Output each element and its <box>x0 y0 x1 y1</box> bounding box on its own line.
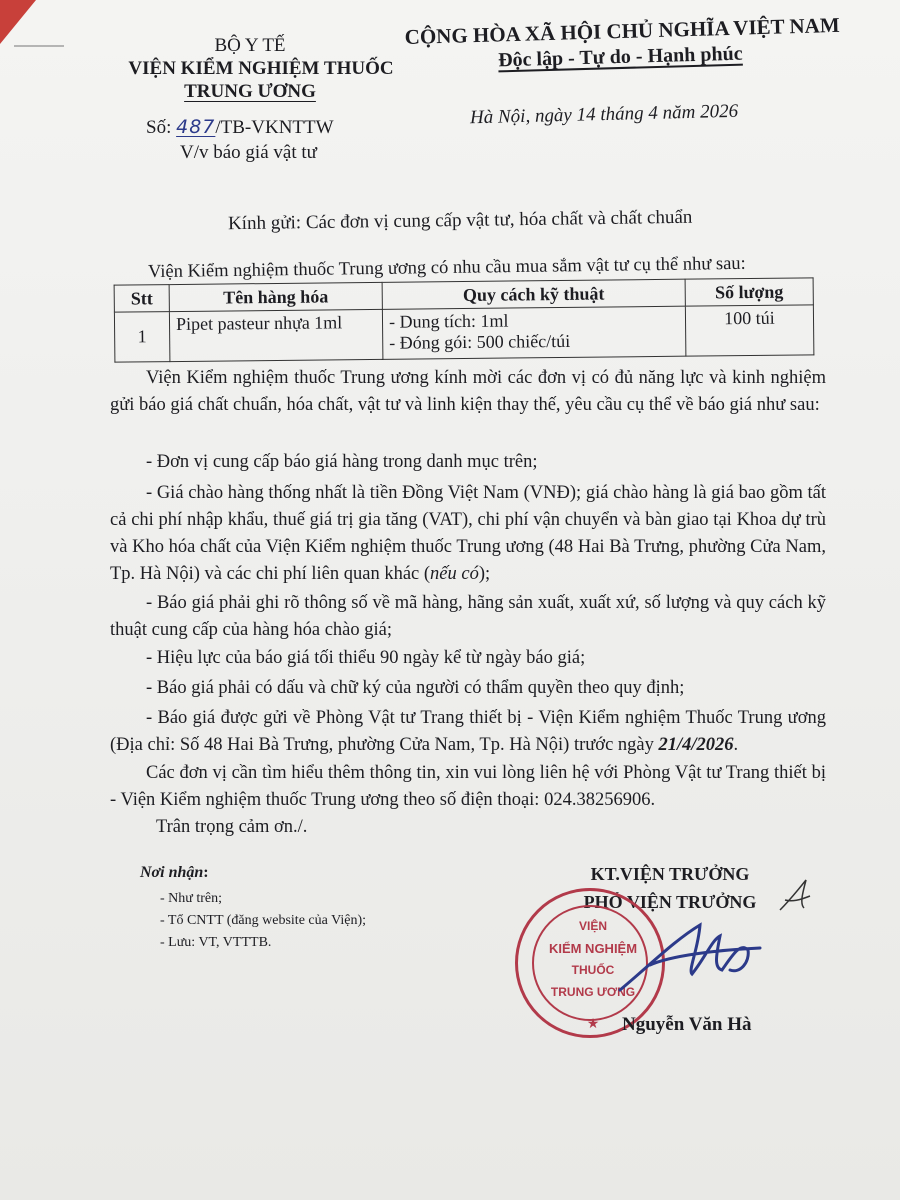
requirement-6-text: - Báo giá được gửi về Phòng Vật tư Trang thiết bị - Viện Kiểm nghiệm Thuốc Trung ương (Địa chỉ: Số 48 Hai Bà Trưng, phường Cửa Nam, Tp. Hà Nội) trước ngày <box>110 708 826 755</box>
recipients-heading <box>140 864 209 882</box>
institute-name-line2-text: TRUNG ƯƠNG <box>184 81 316 102</box>
seal-star-icon: ★ <box>586 1015 600 1031</box>
requirement-2-end: ); <box>478 564 491 584</box>
signer-title-1: KT.VIỆN TRƯỞNG <box>590 864 750 884</box>
cell-stt: 1 <box>114 312 170 362</box>
institute-name-line2 <box>100 80 400 103</box>
ref-suffix: /TB-VKNTTW <box>215 117 334 138</box>
recipients-list <box>160 888 366 954</box>
red-corner-tab <box>0 0 36 44</box>
national-header <box>404 12 840 76</box>
list-item: - Lưu: VT, VTTTB. <box>160 935 272 950</box>
place-and-date: Hà Nội, ngày 14 tháng 4 năm 2026 <box>469 100 739 129</box>
contact-paragraph: Các đơn vị cần tìm hiểu thêm thông tin, xin vui lòng liên hệ với Phòng Vật tư Trang thiết bị - Viện Kiểm nghiệm thuốc Trung ương theo số điện thoại: 024.38256906. <box>110 763 826 810</box>
column-header-name: Tên hàng hóa <box>169 282 382 312</box>
cell-spec <box>382 307 686 360</box>
recipients-colon: : <box>203 864 209 881</box>
handwritten-signature <box>580 870 820 1010</box>
document-number <box>146 116 334 139</box>
seal-text-4: TRUNG ƯƠNG <box>550 985 636 999</box>
ministry-name: BỘ Y TẾ <box>214 35 286 56</box>
requirement-2 <box>110 480 826 588</box>
greeting: Kính gửi: Các đơn vị cung cấp vật tư, hóa chất và chất chuẩn <box>227 206 693 235</box>
list-item: - Tổ CNTT (đăng website của Viện); <box>160 913 367 928</box>
table-row <box>114 305 813 362</box>
ref-handwritten-number: 487 <box>176 116 216 138</box>
requirement-1: - Đơn vị cung cấp báo giá hàng trong danh mục trên; <box>146 452 538 472</box>
column-header-spec: Quy cách kỹ thuật <box>382 279 685 310</box>
requirement-3: - Báo giá phải ghi rõ thông số về mã hàng, hãng sản xuất, xuất xứ, số lượng và quy cách kỹ thuật cung cấp của hàng hóa chào giá; <box>110 593 826 640</box>
seal-text-2: KIỂM NGHIỆM <box>548 941 638 956</box>
recipients-title: Nơi nhận <box>140 864 204 881</box>
pen-mark <box>14 45 64 47</box>
invitation-paragraph: Viện Kiểm nghiệm thuốc Trung ương kính mời các đơn vị có đủ năng lực và kinh nghiệm gửi báo giá chất chuẩn, hóa chất, vật tư và linh kiện thay thế, yêu cầu cụ thể về báo giá như sau: <box>110 368 826 415</box>
issuer-header <box>100 34 400 103</box>
column-header-quantity: Số lượng <box>685 278 813 307</box>
seal-text-1: VIỆN <box>578 919 607 933</box>
signer-title-2: PHÓ VIỆN TRƯỞNG <box>583 892 757 912</box>
closing-line: Trân trọng cảm ơn./. <box>156 817 308 837</box>
requirement-2-text: - Giá chào hàng thống nhất là tiền Đồng Việt Nam (VNĐ); giá chào hàng là giá bao gồm tất cả chi phí nhập khẩu, thuế giá trị gia tăng (VAT), chi phí vận chuyển và bàn giao tại Khoa dự trù và Kho hóa chất của Viện Kiểm nghiệm thuốc Trung ương (48 Hai Bà Trưng, phường Cửa Nam, Tp. Hà Nội) và các chi phí liên quan khác ( <box>110 483 826 584</box>
cell-quantity: 100 túi <box>685 305 814 356</box>
intro-line: Viện Kiểm nghiệm thuốc Trung ương có nhu cầu mua sắm vật tư cụ thể như sau: <box>147 253 746 283</box>
seal-text-3: THUỐC <box>571 963 615 977</box>
requirement-6 <box>110 705 826 759</box>
document-subject: V/v báo giá vật tư <box>180 142 317 163</box>
requirement-4: - Hiệu lực của báo giá tối thiểu 90 ngày kể từ ngày báo giá; <box>146 648 586 668</box>
signer-name: Nguyễn Văn Hà <box>622 1014 752 1035</box>
requirement-6-end: . <box>733 735 739 755</box>
ref-prefix: Số: <box>146 117 172 138</box>
cell-item-name: Pipet pasteur nhựa 1ml <box>169 310 383 362</box>
nation-name: CỘNG HÒA XÃ HỘI CHỦ NGHĨA VIỆT NAM <box>404 12 840 50</box>
requirement-5: - Báo giá phải có dấu và chữ ký của người có thẩm quyền theo quy định; <box>146 678 685 698</box>
deadline-date: 21/4/2026 <box>658 735 734 755</box>
requirement-2-italic: nếu có <box>430 564 479 584</box>
spec-line-packaging: - Đóng gói: 500 chiếc/túi <box>389 331 571 354</box>
items-table <box>114 277 815 362</box>
motto-text: Độc lập - Tự do - Hạnh phúc <box>497 42 743 72</box>
list-item: - Như trên; <box>160 891 223 906</box>
institute-name-line1: VIỆN KIỂM NGHIỆM THUỐC <box>128 58 394 79</box>
spec-line-capacity: - Dung tích: 1ml <box>388 310 509 333</box>
column-header-stt: Stt <box>114 285 169 313</box>
